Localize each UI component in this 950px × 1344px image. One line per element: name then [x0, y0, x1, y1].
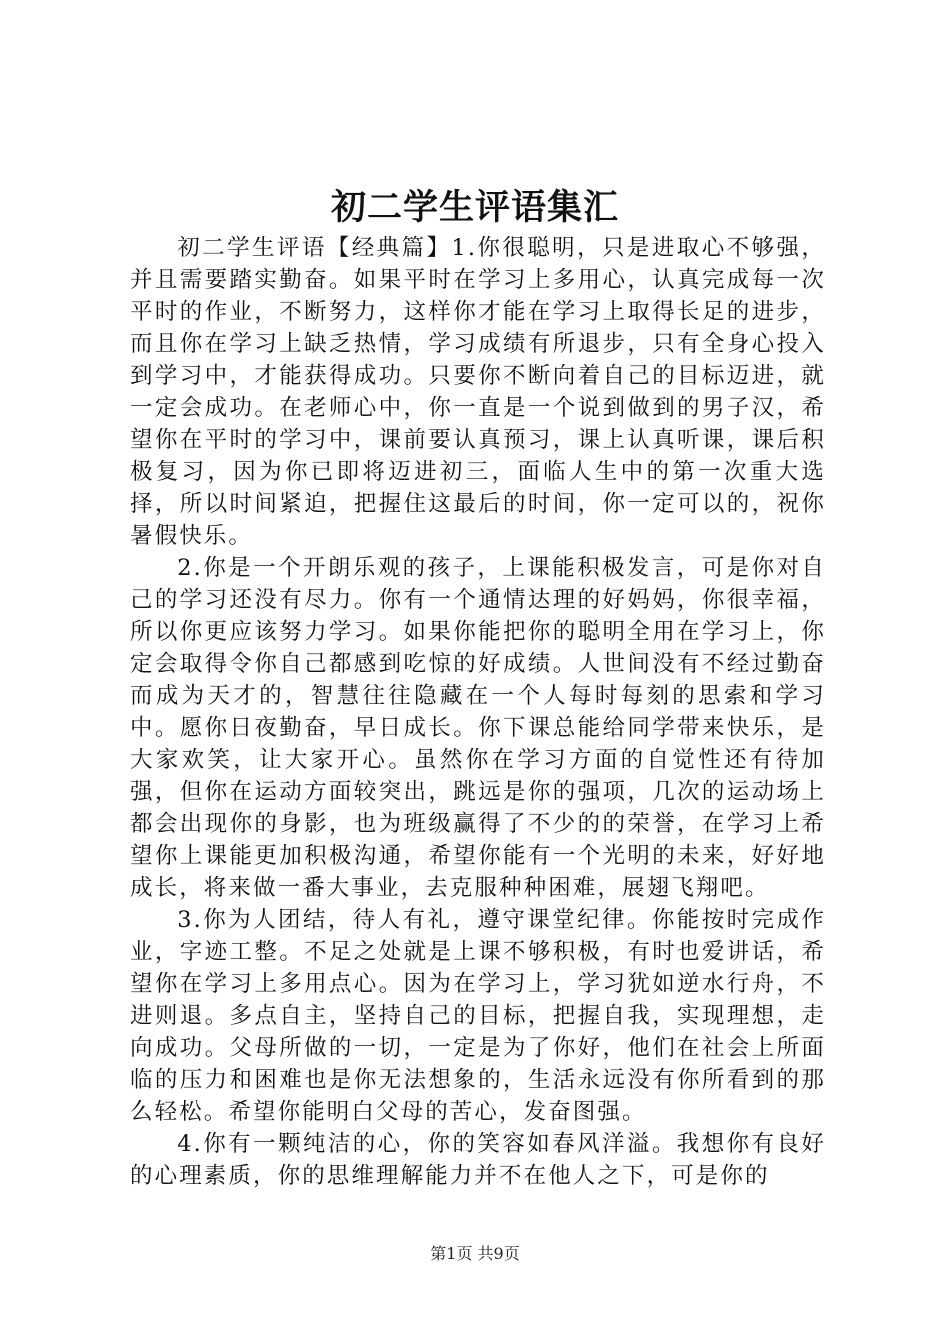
paragraph-4: 4.你有一颗纯洁的心，你的笑容如春风洋溢。我想你有良好的心理素质，你的思维理解能力并不在他人之下，可是你的: [130, 1131, 826, 1189]
document-title: 初二学生评语集汇: [330, 187, 619, 228]
page-number-label: 第1页 共9页: [430, 1244, 520, 1263]
paragraph-2: 2.你是一个开朗乐观的孩子，上课能积极发言，可是你对自己的学习还没有尽力。你有一个通情达理的好妈妈，你很幸福，所以你更应该努力学习。如果你能把你的聪明全用在学习上，你定会取得令你自己都感到吃惊的好成绩。人世间没有不经过勤奋而成为天才的，智慧往往隐藏在一个人每时每刻的思索和学习中。愿你日夜勤奋，早日成长。你下课总能给同学带来快乐，是大家欢笑，让大家开心。虽然你在学习方面的自觉性还有待加强，但你在运动方面较突出，跳远是你的强项，几次的运动场上都会出现你的身影，也为班级赢得了不少的的荣誉，在学习上希望你上课能更加积极沟通，希望你能有一个光明的未来，好好地成长，将来做一番大事业，去克服种种困难，展翅飞翔吧。: [130, 555, 826, 901]
page-footer: [0, 1243, 950, 1265]
paragraph-1: 初二学生评语【经典篇】1.你很聪明，只是进取心不够强，并且需要踏实勤奋。如果平时在学习上多用心，认真完成每一次平时的作业，不断努力，这样你才能在学习上取得长足的进步，而且你在学习上缺乏热情，学习成绩有所退步，只有全身心投入到学习中，才能获得成功。只要你不断向着自己的目标迈进，就一定会成功。在老师心中，你一直是一个说到做到的男子汉，希望你在平时的学习中，课前要认真预习，课上认真听课，课后积极复习，因为你已即将迈进初三，面临人生中的第一次重大选择，所以时间紧迫，把握住这最后的时间，你一定可以的，祝你暑假快乐。: [130, 235, 826, 549]
document-body: [130, 232, 826, 1192]
paragraph-3: 3.你为人团结，待人有礼，遵守课堂纪律。你能按时完成作业，字迹工整。不足之处就是上课不够积极，有时也爱讲话，希望你在学习上多用点心。因为在学习上，学习犹如逆水行舟，不进则退。多点自主，坚持自己的目标，把握自我，实现理想，走向成功。父母所做的一切，一定是为了你好，他们在社会上所面临的压力和困难也是你无法想象的，生活永远没有你所看到的那么轻松。希望你能明白父母的苦心，发奋图强。: [130, 907, 826, 1125]
